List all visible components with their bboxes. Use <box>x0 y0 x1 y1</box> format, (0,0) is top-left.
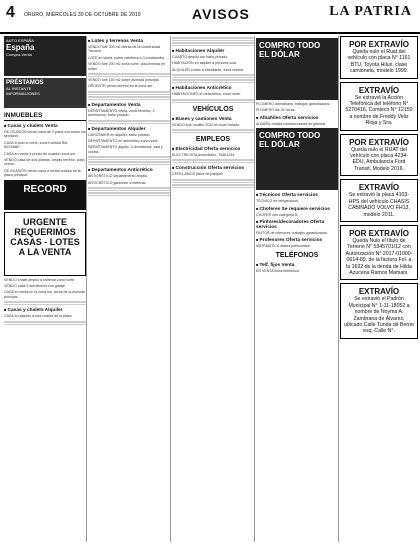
text-fill <box>88 192 170 196</box>
extravio-box <box>340 179 418 222</box>
classified-ad: PINTOR de interiores, trabajos garantizados. <box>256 231 328 236</box>
ad-line: EL DÓLAR <box>259 140 300 150</box>
classified-ad: CUARTO amplio con baño privado. <box>172 55 229 59</box>
ad-line: COMPRO TODO <box>259 131 321 141</box>
category-tecnicos: ■ Técnicos Oferta servicios <box>256 192 338 198</box>
classified-ad: HABITACIÓN en alquiler a persona sola. <box>172 61 237 66</box>
text-fill <box>172 184 254 188</box>
ad-record <box>4 180 86 210</box>
category-departamentos-anticretico: ■ Departamentos Anticrético <box>88 167 170 173</box>
ad-line: EL DÓLAR <box>259 50 300 59</box>
ad-line: Compra-Venta <box>6 52 32 57</box>
category-departamentos-alquiler: ■ Departamentos Alquiler <box>88 126 170 132</box>
text-fill <box>4 321 86 325</box>
classified-ad: ALBAÑIL realiza construcciones en general. <box>256 121 327 126</box>
classified-ad: CHOFER con categoría B. <box>256 212 299 217</box>
extravio-title: EXTRAVÍO <box>358 183 400 193</box>
extravio-title: EXTRAVÍO <box>358 287 400 297</box>
classified-ad: VENDO lote 150 m2 sobre avenida principal. <box>88 78 160 83</box>
newspaper-brand: LA PATRIA <box>329 4 412 19</box>
classified-ad: CEPILLAMOS pisos de parquet. <box>172 172 224 177</box>
classified-ad: VENDO casa de dos plantas, amplio terreno, zona centro. <box>4 158 85 167</box>
classified-ad: DEPARTAMENTO venta, zona céntrica, 3 dormitorios, baño privado. <box>88 108 155 118</box>
classified-ad: VENDO casa 3 dormitorios con garaje. <box>4 284 66 289</box>
extravio-title: EXTRAVÍO <box>358 85 400 95</box>
category-casas-venta: ■ Casas y chalets Venta <box>4 123 86 129</box>
column-2 <box>88 36 170 542</box>
ad-compro-dolar-2 <box>256 128 338 190</box>
page-number: 4 <box>6 4 15 21</box>
classified-ad: CASA a todo lo norte, zona Kantuta Ref. 60334887. <box>4 140 69 150</box>
ad-auto-espana <box>4 36 86 76</box>
section-head-inmuebles: INMUEBLES <box>4 110 86 121</box>
classified-ad: DEPARTAMENTO alquilo, 3 dormitorios, sala y cocina. <box>88 145 163 154</box>
classified-ad: GARZONIER en alquiler, baño privado. <box>88 132 151 137</box>
extravio-box <box>340 283 418 338</box>
column-5 <box>340 36 418 542</box>
classified-ad: DE OCASIÓN vendo casa a media cuadra de la plaza principal. <box>4 168 81 178</box>
classified-ad: CASA en venta en la zona sur, cerca de la avenida principal. <box>4 290 85 299</box>
ad-compro-dolar <box>256 38 338 100</box>
extravio-box <box>340 36 418 79</box>
classified-ad: VENDO bus modelo 2010 en buen estado. <box>172 122 241 127</box>
date-line: ORURO, MIÉRCOLES 30 DE OCTUBRE DE 2019 <box>24 12 141 18</box>
column-divider <box>254 36 255 542</box>
category-lotes-venta: ■ Lotes y terrenos Venta <box>88 38 170 44</box>
category-telf-fijos: ■ Telf. fijos Venta <box>256 262 338 268</box>
classified-ad: LOTE en venta, sobre carretera a Cochabamba. <box>88 55 165 60</box>
ad-line: CASAS - LOTES <box>10 236 80 247</box>
text-fill <box>88 187 170 191</box>
category-buses-venta: ■ Buses y camiones Venta <box>172 116 254 122</box>
classified-ad: EN VENTA línea telefónica. <box>256 268 300 273</box>
ad-line: INFORMACIONES <box>6 91 40 96</box>
classified-ad: VENDO chalet amplio a estrenar zona norte. <box>4 277 76 282</box>
text-fill <box>172 42 254 46</box>
text-fill <box>172 179 254 183</box>
extravio-box <box>340 82 418 131</box>
column-divider <box>170 36 171 542</box>
classified-ad: HABITACIONES en anticrético, zona norte. <box>172 92 241 97</box>
text-fill <box>88 91 170 95</box>
classified-ad: URGENTE vendo terreno en la zona sur. <box>88 84 154 89</box>
ad-line: AUTO ESPAÑA <box>6 38 35 43</box>
classified-ad: MATEMÁTICA clases particulares. <box>256 244 311 249</box>
category-pintores: ■ Pintores/decoradores Oferta servicios <box>256 219 338 230</box>
section-head-empleos: EMPLEOS <box>195 136 231 144</box>
text-fill <box>4 301 86 305</box>
text-fill <box>172 37 254 41</box>
text-fill <box>172 74 254 78</box>
classified-ad: CASA en venta a precio de ocasión zona sur. <box>4 151 77 156</box>
ad-line: RECORD <box>23 183 67 195</box>
category-departamentos-venta: ■ Departamentos Venta <box>88 102 170 108</box>
category-electricidad: ■ Electricidad Oferta servicios <box>172 146 254 152</box>
ad-line: AL INSTANTE <box>6 86 32 91</box>
column-divider <box>86 36 87 542</box>
category-casas-alquiler: ■ Casas y chalets Alquiler <box>4 307 86 313</box>
text-fill <box>88 156 170 160</box>
ad-line: URGENTE <box>22 216 67 227</box>
classified-ad: PLOMERO las 24 horas. <box>256 108 296 113</box>
ad-line: COMPRO TODO <box>259 41 321 50</box>
extravio-body: Se extravió la placa 4103-HPS del vehículo CHASIS CABINADO VOLVO FH13, modelo 2011. <box>348 192 410 218</box>
extravio-body: Queda nulo el Ruat del vehículo con placa N° 1161 BTU, Toyota Hilux, clase camioneta, modelo 1999. <box>347 49 411 75</box>
ad-line: A LA VENTA <box>18 246 72 257</box>
classified-ad: ELECTRICISTA domiciliario, 75461234. <box>172 153 236 158</box>
classified-ad: VENDO lote 300 m2 detrás de la Universidad Técnica. <box>88 45 161 54</box>
text-fill <box>172 79 254 83</box>
classified-ad: TÉCNICO en refrigeración. <box>256 199 300 204</box>
column-divider <box>338 36 339 542</box>
classified-ad: VENDO lote 200 m2 zona norte, documentos en orden. <box>88 62 166 71</box>
column-4 <box>256 36 338 542</box>
category-choferes: ■ Choferes Se requiere servicios <box>256 206 338 212</box>
extravio-body: Queda nulo el RUAT del vehículo con placa 4234-EDU, Ambulancia Ford Transit, Modelo 2016. <box>350 146 408 172</box>
classified-ad: ANTICRÉTICO departamento amplio. <box>88 174 149 179</box>
column-3 <box>172 36 254 542</box>
extravio-title: POR EXTRAVÍO <box>349 40 409 49</box>
text-fill <box>88 120 170 124</box>
ad-line: REQUERIMOS <box>14 226 76 237</box>
section-head-telefonos: TELÉFONOS <box>275 251 319 259</box>
extravio-title: POR EXTRAVÍO <box>349 228 409 238</box>
extravio-body: Queda Nulo el título de Terreno N° 5345701/12 con Autorización N° 2017-01000-0614-89, de la factura Fol. a la 1632 de la tienda de Hilda Azucena Ramos Mamani. <box>345 237 413 276</box>
classified-ad: PLOMERO domiciliario, trabajos garantizados. <box>256 102 331 106</box>
section-head-vehiculos: VEHÍCULOS <box>192 105 234 113</box>
extravio-box <box>340 225 418 280</box>
category-construccion: ■ Construcción Oferta servicios <box>172 165 254 171</box>
extravio-box <box>340 134 418 177</box>
classified-ad: CASA en alquiler a una cuadra de la plaza. <box>4 314 73 319</box>
extravio-body: Se extravió el Padrón Municipal N° 1-11-18052 a nombre de Noyma A. Zambrana de Álvarez, ubicado Calle Tunda de Berrio esq. Calle N°. <box>344 296 414 335</box>
classified-ad: DEPARTAMENTO en anticrético zona norte. <box>88 139 159 144</box>
text-fill <box>172 159 254 163</box>
column-1 <box>4 36 86 542</box>
classified-ad: ANTICRÉTICO garzonier a estrenar. <box>88 180 147 185</box>
text-fill <box>172 129 254 133</box>
text-fill <box>172 99 254 103</box>
text-fill <box>88 96 170 100</box>
ad-urgente <box>4 212 86 276</box>
section-title: AVISOS <box>192 6 250 22</box>
category-habitaciones-anticretico: ■ Habitaciones Anticrético <box>172 85 254 91</box>
text-fill <box>88 73 170 77</box>
ad-line: España <box>6 43 35 52</box>
page-header <box>0 0 420 34</box>
extravio-body: Se extravió la Acción Telefónica del teléfono N° 5270416, Comteco N° 12150 a nombre de Freddy Veliz Rioja y Sra. <box>345 94 413 127</box>
category-habitaciones-alquiler: ■ Habitaciones Alquiler <box>172 48 254 54</box>
classified-ad: DE OCASIÓN vendo casa de 2 pisos con todos los servicios. <box>4 130 86 139</box>
ad-line: PRÉSTAMOS <box>6 80 44 86</box>
category-albaniles: ■ Albañiles Oferta servicios <box>256 115 338 121</box>
classified-ad: ALQUILER cuarto a estudiante, zona central. <box>172 67 244 72</box>
category-profesores: ■ Profesores Oferta servicios <box>256 237 338 243</box>
text-fill <box>88 161 170 165</box>
ad-prestamos <box>4 78 86 108</box>
extravio-title: POR EXTRAVÍO <box>349 137 409 147</box>
